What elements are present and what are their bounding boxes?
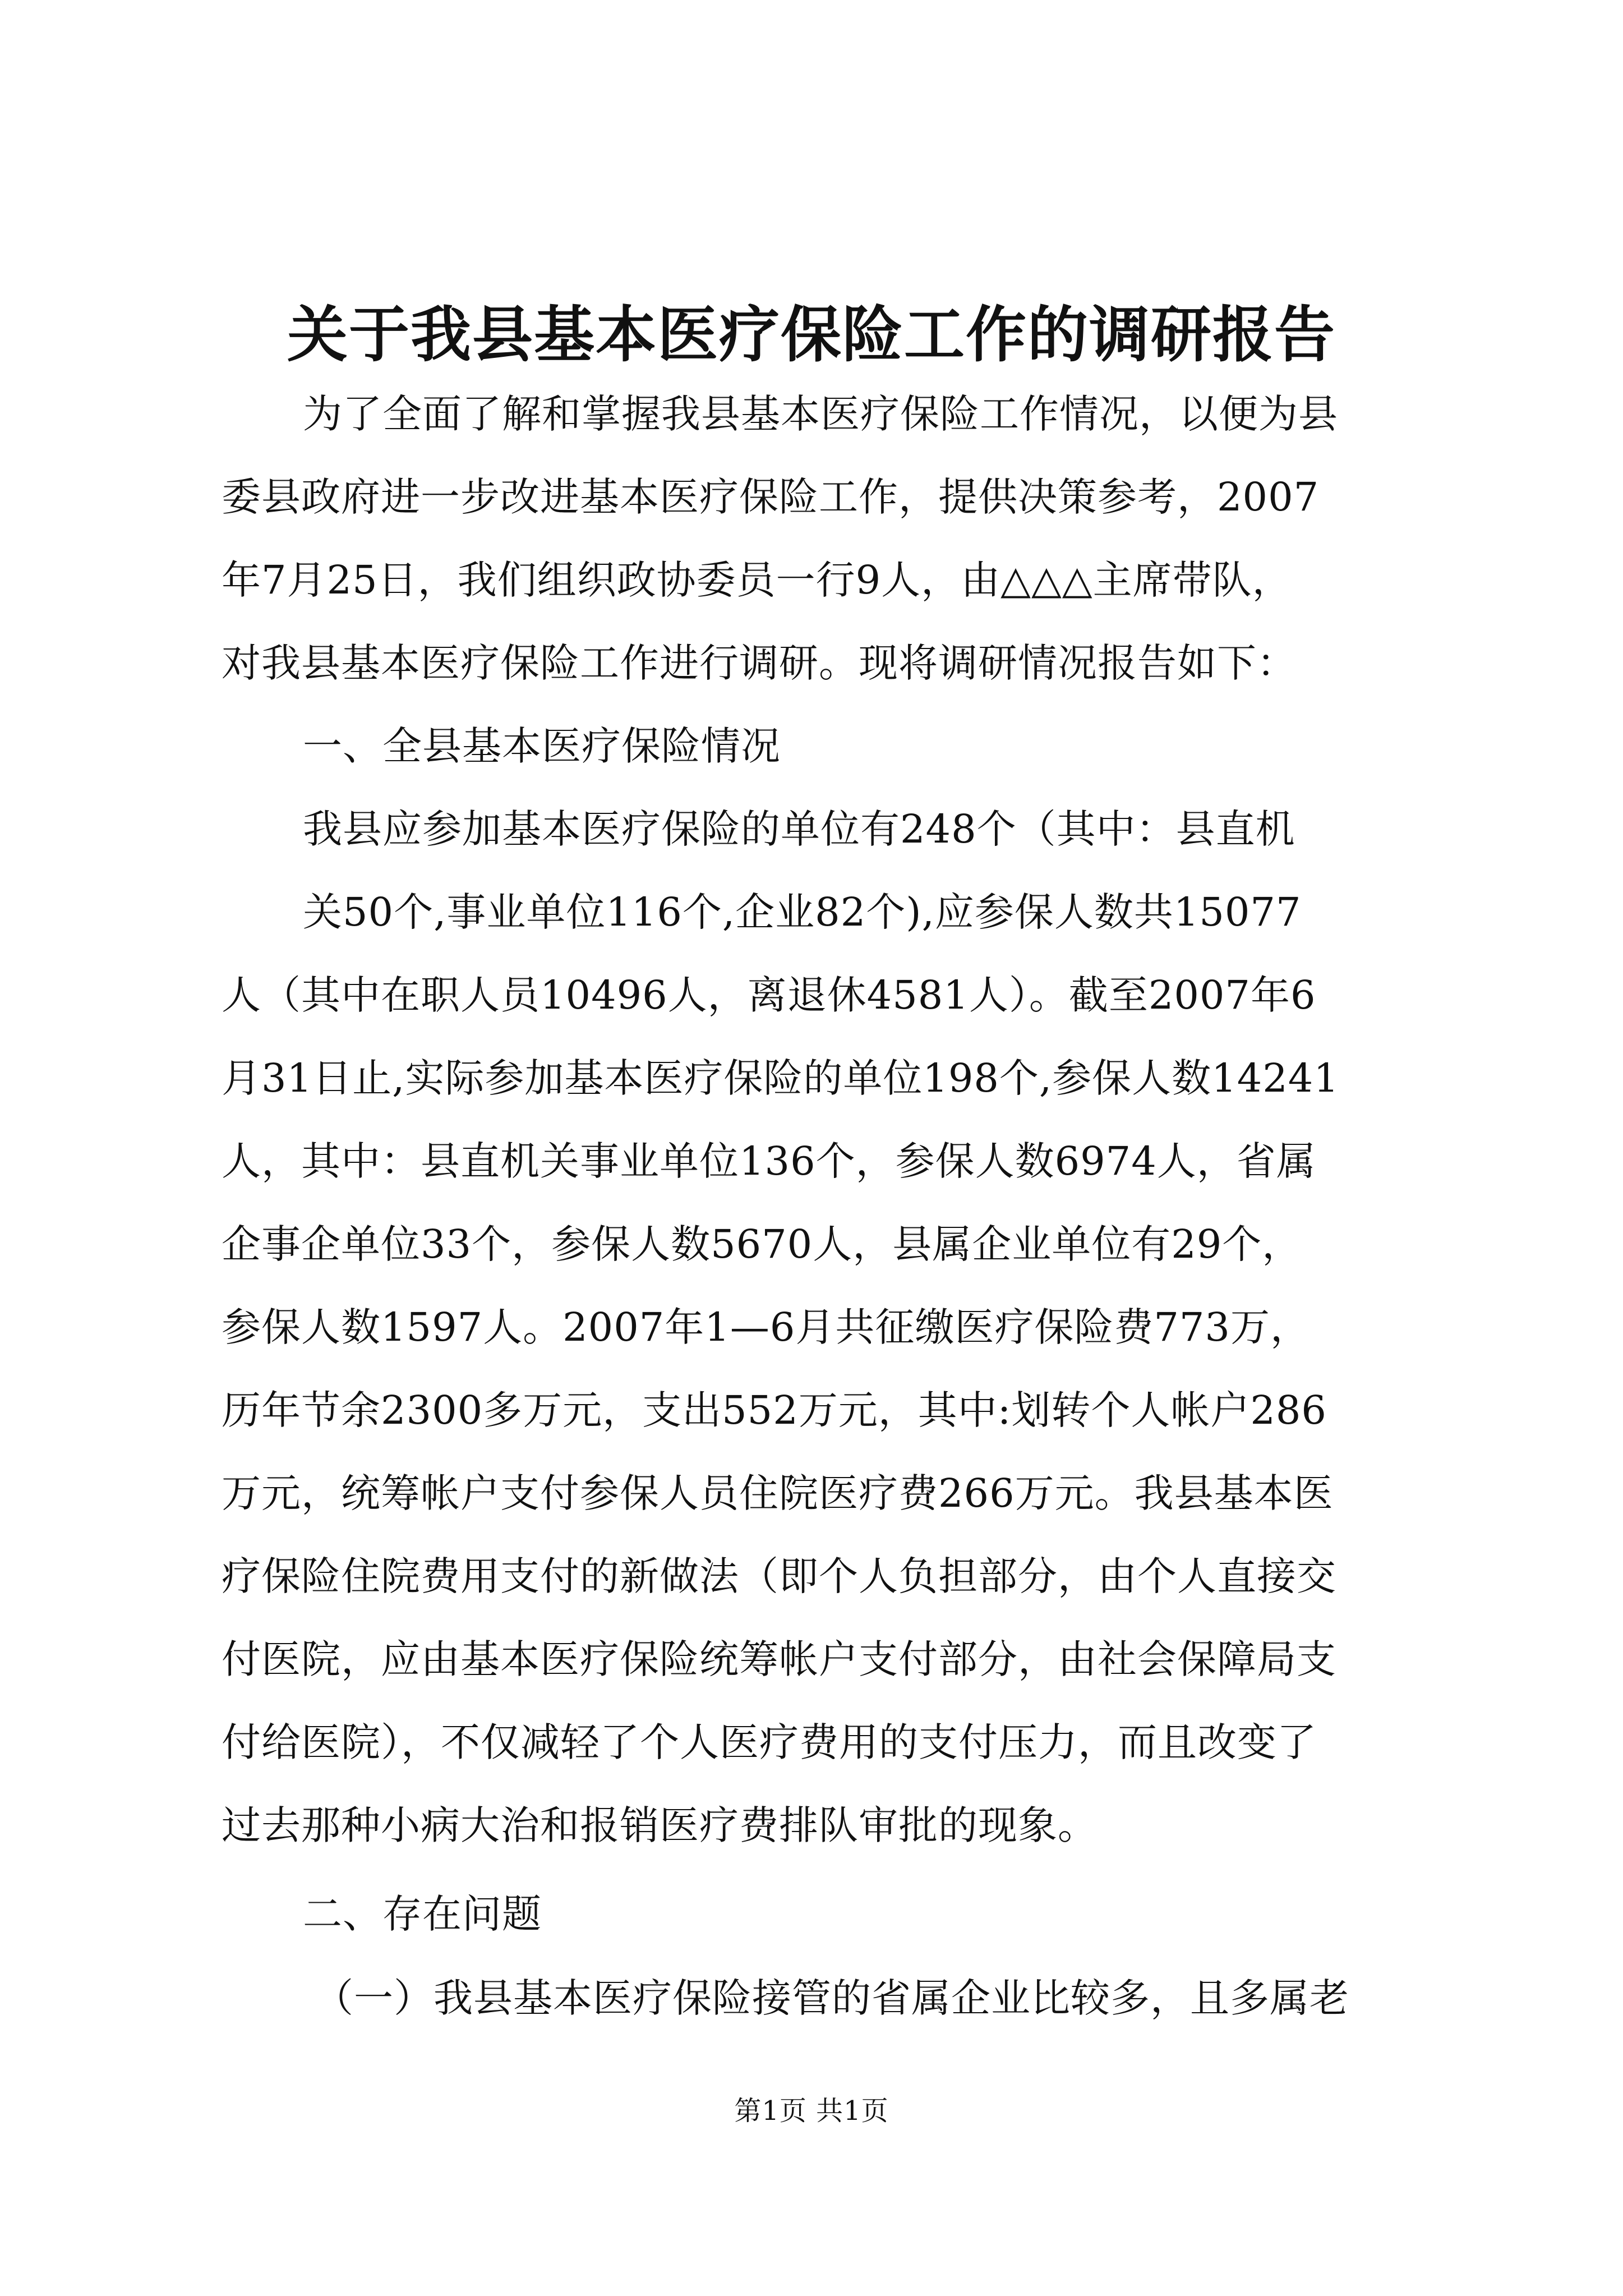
paragraph-line: 付医院，应由基本医疗保险统筹帐户支付部分，由社会保障局支 [222,1636,1336,1682]
paragraph-line: 付给医院），不仅减轻了个人医疗费用的支付压力，而且改变了 [222,1719,1317,1765]
paragraph-line: （一）我县基本医疗保险接管的省属企业比较多，且多属老 [314,1975,1349,2021]
paragraph-line: 对我县基本医疗保险工作进行调研。现将调研情况报告如下： [222,640,1297,686]
paragraph-line: 参保人数1597人。2007年1—6月共征缴医疗保险费773万， [222,1304,1310,1350]
paragraph-line: 关50个,事业单位116个,企业82个),应参保人数共15077 [303,889,1302,935]
section-heading: 一、全县基本医疗保险情况 [303,723,781,769]
page-footer: 第1页 共1页 [734,2095,889,2127]
paragraph-line: 历年节余2300多万元，支出552万元，其中:划转个人帐户286 [222,1387,1327,1433]
paragraph-line: 万元，统筹帐户支付参保人员住院医疗费266万元。我县基本医 [222,1470,1334,1516]
paragraph-line: 为了全面了解和掌握我县基本医疗保险工作情况，以便为县 [303,391,1338,437]
paragraph-line: 我县应参加基本医疗保险的单位有248个（其中：县直机 [303,806,1295,852]
document-title: 关于我县基本医疗保险工作的调研报告 [287,300,1336,370]
paragraph-line: 委县政府进一步改进基本医疗保险工作，提供决策参考，2007 [222,474,1320,520]
paragraph-line: 疗保险住院费用支付的新做法（即个人负担部分，由个人直接交 [222,1553,1336,1599]
paragraph-line: 人，其中：县直机关事业单位136个，参保人数6974人，省属 [222,1138,1316,1184]
paragraph-line: 年7月25日，我们组织政协委员一行9人，由△△△主席带队， [222,557,1292,603]
paragraph-line: 企事企单位33个，参保人数5670人，县属企业单位有29个， [222,1221,1302,1267]
paragraph-line: 过去那种小病大治和报销医疗费排队审批的现象。 [222,1802,1098,1848]
section-heading: 二、存在问题 [303,1891,542,1937]
paragraph-line: 月31日止,实际参加基本医疗保险的单位198个,参保人数14241 [222,1055,1339,1101]
paragraph-line: 人（其中在职人员10496人，离退休4581人）。截至2007年6 [222,972,1316,1018]
